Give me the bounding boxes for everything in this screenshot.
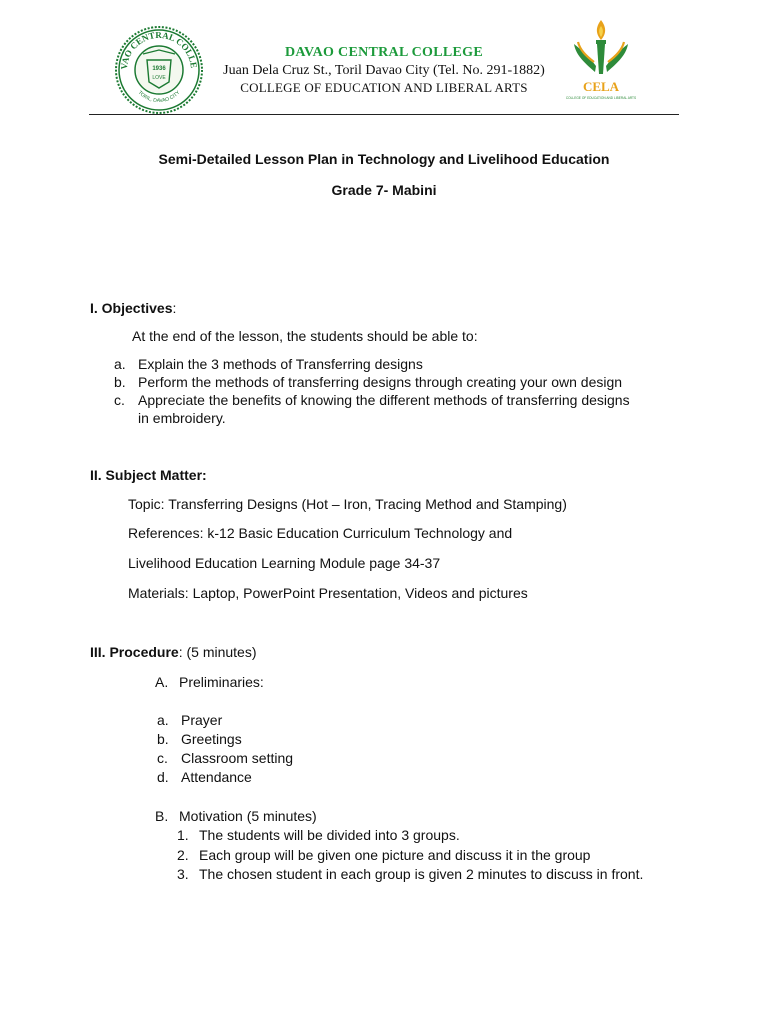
subject-matter-references-cont: Livelihood Education Learning Module page 34-37	[128, 555, 441, 571]
list-text: Greetings	[181, 731, 242, 747]
list-item	[177, 865, 643, 883]
seal-ring-text-bottom: TORIL, DAVAO CITY	[136, 89, 182, 105]
list-text: The chosen student in each group is given 2 minutes to discuss in front.	[199, 866, 644, 882]
letterhead	[200, 44, 568, 96]
list-text: Motivation (5 minutes)	[179, 808, 317, 824]
list-marker: A.	[155, 674, 169, 690]
list-marker: 3.	[177, 866, 189, 882]
list-text: The students will be divided into 3 groups.	[199, 827, 460, 843]
header-divider	[89, 114, 679, 115]
procedure-section-a	[155, 673, 264, 691]
objectives-heading-line	[90, 299, 176, 317]
list-marker: 1.	[177, 827, 189, 843]
procedure-heading: III. Procedure	[90, 644, 179, 660]
list-marker: b.	[114, 374, 126, 390]
document-title: Semi-Detailed Lesson Plan in Technology and Livelihood Education	[158, 151, 610, 167]
list-item	[157, 768, 252, 786]
list-marker: B.	[155, 808, 169, 824]
objectives-heading: I. Objectives	[90, 300, 173, 316]
seal-inner-year: 1936	[152, 66, 166, 72]
list-marker: b.	[157, 731, 169, 747]
subject-matter-references: References: k-12 Basic Education Curriculum Technology and	[128, 525, 513, 541]
seal-ring-text-top: VAO CENTRAL COLLE	[118, 29, 200, 70]
list-text: Classroom setting	[181, 750, 294, 766]
list-text: Explain the 3 methods of Transferring designs	[138, 356, 423, 372]
list-marker: a.	[157, 712, 169, 728]
procedure-heading-line	[90, 643, 257, 661]
college-name: DAVAO CENTRAL COLLEGE	[285, 45, 483, 60]
list-text: Each group will be given one picture and discuss it in the group	[199, 847, 591, 863]
list-item	[157, 749, 293, 767]
list-marker: c.	[157, 750, 168, 766]
list-marker: 2.	[177, 847, 189, 863]
list-text: Perform the methods of transferring designs through creating your own design	[138, 374, 623, 390]
list-marker: d.	[157, 769, 169, 785]
list-marker: a.	[114, 356, 126, 372]
seal-inner-motto: LOVE	[152, 75, 166, 81]
college-department: COLLEGE OF EDUCATION AND LIBERAL ARTS	[240, 80, 528, 95]
subject-matter-materials: Materials: Laptop, PowerPoint Presentation, Videos and pictures	[128, 585, 528, 601]
list-text: Attendance	[181, 769, 252, 785]
objectives-intro: At the end of the lesson, the students should be able to:	[132, 328, 478, 344]
document-subtitle: Grade 7- Mabini	[331, 182, 437, 198]
subject-matter-topic: Topic: Transferring Designs (Hot – Iron, Tracing Method and Stamping)	[128, 496, 567, 512]
list-text: Preliminaries:	[179, 674, 264, 690]
list-text-continuation: in embroidery.	[138, 410, 226, 426]
college-address: Juan Dela Cruz St., Toril Davao City (Tel. No. 291-1882)	[223, 63, 545, 78]
objectives-heading-suffix: :	[172, 300, 177, 316]
procedure-heading-suffix: : (5 minutes)	[178, 644, 257, 660]
cela-logo	[566, 16, 636, 108]
davao-central-college-seal-logo	[113, 24, 205, 116]
list-item	[177, 846, 590, 864]
list-text: Prayer	[181, 712, 223, 728]
list-item	[114, 391, 630, 409]
list-text: Appreciate the benefits of knowing the different methods of transferring designs	[138, 392, 630, 408]
list-item	[177, 826, 460, 844]
list-marker: c.	[114, 392, 125, 408]
subject-matter-heading: II. Subject Matter:	[90, 467, 207, 483]
procedure-section-b	[155, 807, 317, 825]
list-item	[114, 373, 622, 391]
cela-logo-sublabel: COLLEGE OF EDUCATION AND LIBERAL ARTS	[566, 96, 636, 100]
list-item	[157, 730, 242, 748]
list-item	[157, 711, 222, 729]
cela-logo-label: CELA	[582, 79, 620, 94]
list-item	[114, 355, 423, 373]
